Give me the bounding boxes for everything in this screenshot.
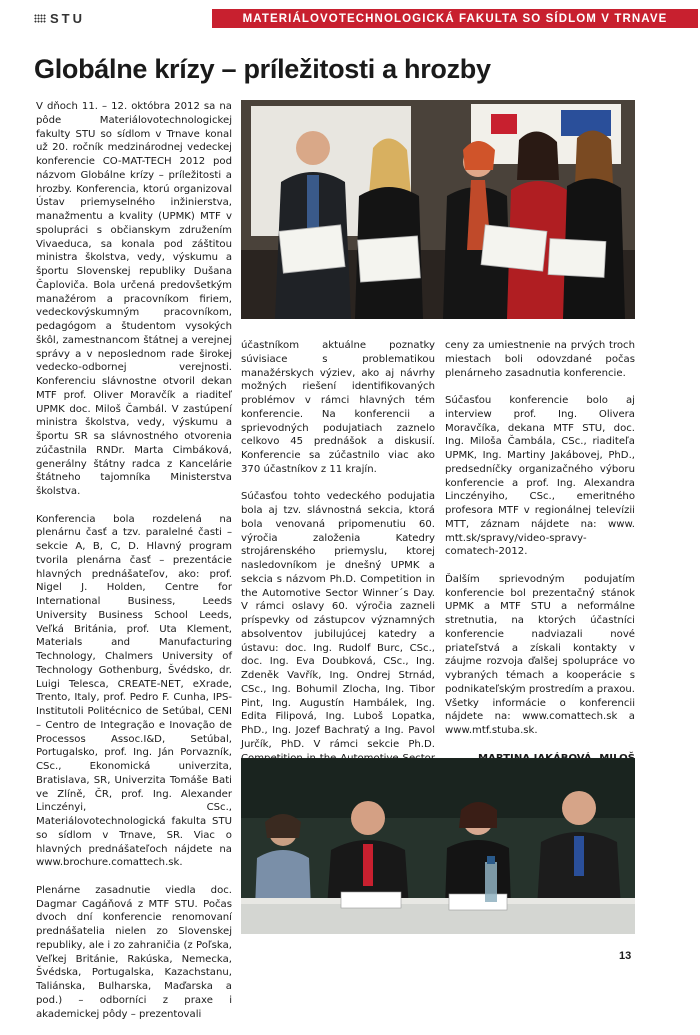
paragraph: ceny za umiestnenie na prvých troch miestach boli odovzdané počas plenárneho zasadnutia konferencie.: [445, 340, 635, 379]
paragraph: Plenárne zasadnutie viedla doc. Dagmar Cagáňová z MTF STU. Počas dvoch dní konferencie renomovaní prednášatelia nielen zo Slovenskej republiky, ale i zo zahraničia (z Poľska, Veľkej Británie, Rakúska, Nemecka, Švédska, Portugalska, Kazachstanu, Taliánska, Bulharska, Maďarska a pod.) – odborníci z praxe i akademickej pôdy – prezentovali: [36, 884, 232, 1020]
article-title: Globálne krízy – príležitosti a hrozby: [34, 54, 491, 84]
award-ceremony-photo: [241, 100, 635, 319]
paragraph: Konferencia bola rozdelená na plenárnu časť a tzv. paralelné časti – sekcie A, B, C, D. Hlavný program tvorila plenárna časť – prezentácie hlavných prednášateľov, ako: prof. Nigel J. Holden, Centre for International Business, Leeds University Business School Leeds, Veľká Británia, prof. Uta Klement, Materials and Manufacturing Technology, Chalmers University of Technology Gothenburg, Švédsko, dr. Luigi Telesca, CREATE-NET, eXrade, Trento, Italy, prof. Pedro F. Cunha, IPS-Institutoli Politécnico de Setúbal, CENI – Centro de Integração e Inovação de Processos Assoc.I&D, Setúbal, Portugalsko, prof. Ing. Ján Porvazník, CSc., Ekonomická univerzita, Bratislava, SR, Univerzita Tomáše Bati ve Zlíně, ČR, prof. Ing. Alexander Linczényi, CSc., Materiálovotechnologická fakulta STU so sídlom v Trnave, SR. Viac o hlavných prednášateľoch nájdete na www.brochure.comattech.sk.: [36, 513, 232, 869]
paragraph: Súčasťou tohto vedeckého podujatia bola aj tzv. slávnostná sekcia, ktorá bola venovaná pripomenutiu 60. výročia založenia Katedry strojárenského priemyslu, ktorej nasledovníkom je dnešný UPMK a sekcia s názvom Ph.D. Competition in the Automotive Sector Winner´s Day. V rámci oslavy 60. výročia zazneli príspevky od zástupcov významných absolventov jubilujúcej katedry a ústavu: doc. Ing. Rudolf Burc, CSc., doc. Ing. Eva Doubková, CSc., Ing. Zdeněk Vavřík, Ing. Ondrej Strnád, CSc., Ing. Bohumil Zlocha, Ing. Tibor Pint, Ing. Augustín Hambálek, Ing. Edita Filipová, Ing. Luboš Lopatka, PhD., Ing. Jozef Bachratý a Ing. Pavol Jurčík, PhD. V rámci sekcie Ph.D.: [241, 491, 435, 750]
paragraph: V dňoch 11. – 12. októbra 2012 sa na pôde Materiálovotechnologickej fakulty STU so sídlom v Trnave konal už 20. ročník medzinárodnej vedeckej konferencie CO-MAT-TECH 2012 pod názvom Globálne krízy – príležitosti a hrozby. Konferencia, ktorú organizoval Ústav priemyselného inžinierstva, manažmentu a kvality (UPMK) MTF v spolupráci s občianskym združením Vivaeduca, sa konala pod záštitou ministra školstva, vedy, výskumu a športu Slovenskej republiky Dušana Čaploviča. Bola určená predovšetkým manažérom a pracovníkom firiem, vedeckovýskumným pracovníkom, pedagógom a študentom vysokých škôl, zamestnancom štátnej a verejnej správy a v neposlednom rade širokej vedecko-odbornej verejnosti. Konferenciu slávnostne otvoril dekan MTF prof. Oliver Moravčík a riaditeľ UPMK doc. Miloš Čambál. V zastúpení ministra školstva, vedy, výskumu a športu SR sa slávnostného otvorenia zúčastnila RNDr. Marta Cimbáková, generálny štátny radca z Kancelárie štátneho tajomníka Ministerstva školstva.: [36, 101, 232, 497]
stu-logo: [34, 11, 85, 25]
page-number: 13: [619, 950, 632, 962]
stu-logo-grid-icon: [34, 14, 46, 23]
article-column-2: [241, 339, 435, 820]
panel-discussion-photo: [241, 758, 635, 934]
stu-logo-text: STU: [50, 10, 85, 26]
article-column-3: [445, 339, 635, 820]
paragraph: Ďalším sprievodným podujatím konferencie bol prezentačný stánok UPMK a MTF STU a neformálne stretnutia, na ktorých účastníci konferencie nadviazali nové priateľstvá a získali kontakty v záujme rozvoja ďalšej spolupráce vo vybraných témach a kooperácie s podnikateľským prostredím a praxou. Všetky informácie o konferencii nájdete na: www.comattech.sk a www.mtf.stuba.sk.: [445, 573, 635, 736]
paragraph: Súčasťou konferencie bolo aj interview prof. Ing. Olivera Moravčíka, dekana MTF STU, doc. Ing. Miloša Čambála, CSc., riaditeľa UPMK, Ing. Martiny Jakábovej, PhD., predsedníčky organizačného výboru konferencie a prof. Ing. Alexandra Linczényiho, CSc., emeritného profesora MTF v regionálnej televízii MTT, záznam nájdete na: www. mtt.sk/spravy/video-spravy-comatech-2012.: [445, 395, 635, 558]
faculty-banner: MATERIÁLOVOTECHNOLOGICKÁ FAKULTA SO SÍDLOM V TRNAVE: [212, 9, 698, 28]
paragraph: účastníkom aktuálne poznatky súvisiace s problematikou manažérskych výziev, ako aj návrhy možných riešení identifikovaných problémov v rámci hlavných tém konferencie. Na konferencii a sprievodných podujatiach zaznelo celkovo 45 prednášok a diskusií. Konferencie sa zúčastnilo viac ako 370 účastníkov z 11 krajín.: [241, 340, 435, 475]
article-column-1: [36, 100, 232, 1035]
